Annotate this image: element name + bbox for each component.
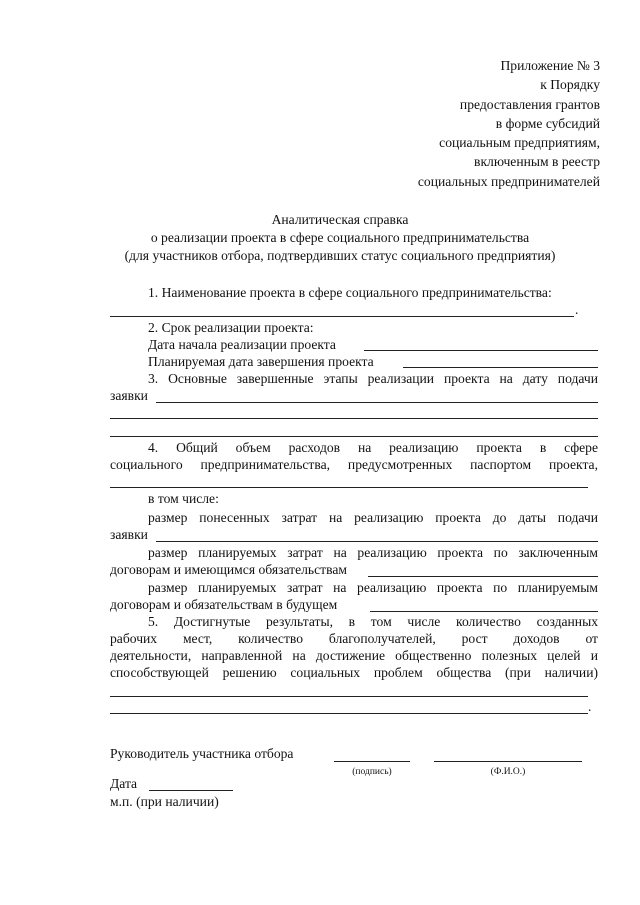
item-1-label: 1. Наименование проекта в сфере социального предпринимательства: xyxy=(148,285,552,300)
item-4b-line-1: размер планируемых затрат на реализацию проекта по заключенным xyxy=(148,545,598,560)
item-4a-line-2: заявки xyxy=(110,527,148,542)
item-4a-line-1: размер понесенных затрат на реализацию проекта до даты подачи xyxy=(148,510,598,525)
item-4-line-1: 4. Общий объем расходов на реализацию проекта в сфере xyxy=(148,440,598,455)
appendix-line: предоставления грантов xyxy=(459,96,600,112)
fio-caption: (Ф.И.О.) xyxy=(490,767,526,777)
item-3-fill-line xyxy=(110,418,598,419)
date-label: Дата xyxy=(110,776,138,791)
item-2-start-label: Дата начала реализации проекта xyxy=(148,337,336,352)
item-2-end-line xyxy=(403,367,598,368)
item-3-fill-line xyxy=(110,436,598,437)
fio-line xyxy=(434,761,582,762)
item-4-including: в том числе: xyxy=(148,491,219,506)
seal-label: м.п. (при наличии) xyxy=(110,794,219,809)
appendix-line: социальных предпринимателей xyxy=(417,173,600,189)
title-line: Аналитическая справка xyxy=(271,212,409,227)
item-4a-fill-line xyxy=(156,541,598,542)
item-5-fill-line xyxy=(110,713,588,714)
item-4-line-2: социального предпринимательства, предусмотренных паспортом проекта, xyxy=(110,457,598,472)
item-1-period: . xyxy=(575,302,579,317)
item-5-period: . xyxy=(588,699,592,714)
item-4c-line-1: размер планируемых затрат на реализацию проекта по планируемым xyxy=(148,580,598,595)
item-4c-line-2: договорам и обязательствам в будущем xyxy=(110,597,338,612)
item-5-line-4: способствующей решению социальных проблем общества (при наличии) xyxy=(110,665,598,680)
item-2-start-line xyxy=(364,350,598,351)
date-line xyxy=(149,790,233,791)
title-line: (для участников отбора, подтвердивших статус социального предприятия) xyxy=(124,248,556,263)
item-5-line-3: деятельности, направленной на достижение общественно полезных целей и xyxy=(110,648,598,663)
item-4-fill-line xyxy=(110,487,588,488)
item-3-fill-line xyxy=(156,402,598,403)
appendix-line: к Порядку xyxy=(540,77,600,93)
signature-line xyxy=(334,761,410,762)
item-2-end-label: Планируемая дата завершения проекта xyxy=(148,354,374,369)
signature-caption: (подпись) xyxy=(352,767,392,777)
item-4c-fill-line xyxy=(370,611,598,612)
appendix-line: социальным предприятиям, xyxy=(439,135,600,151)
item-5-fill-line xyxy=(110,696,588,697)
item-5-line-2: рабочих мест, количество благополучателей, рост доходов от xyxy=(110,631,598,646)
document-title xyxy=(80,212,600,266)
item-5-line-1: 5. Достигнутые результаты, в том числе количество созданных xyxy=(148,614,598,629)
head-label: Руководитель участника отбора xyxy=(110,746,294,761)
appendix-line: в форме субсидий xyxy=(495,115,600,131)
item-1-fill-line xyxy=(110,316,574,317)
item-3-line-1: 3. Основные завершенные этапы реализации проекта на дату подачи xyxy=(148,371,598,386)
title-line: о реализации проекта в сфере социального предпринимательства xyxy=(150,230,530,245)
appendix-block xyxy=(340,58,600,193)
item-2-label: 2. Срок реализации проекта: xyxy=(148,320,314,335)
item-3-line-2: заявки xyxy=(110,388,148,403)
item-4b-fill-line xyxy=(368,576,598,577)
item-4b-line-2: договорам и имеющимся обязательствам xyxy=(110,562,347,577)
appendix-line: Приложение № 3 xyxy=(500,58,600,73)
appendix-line: включенным в реестр xyxy=(474,154,600,170)
